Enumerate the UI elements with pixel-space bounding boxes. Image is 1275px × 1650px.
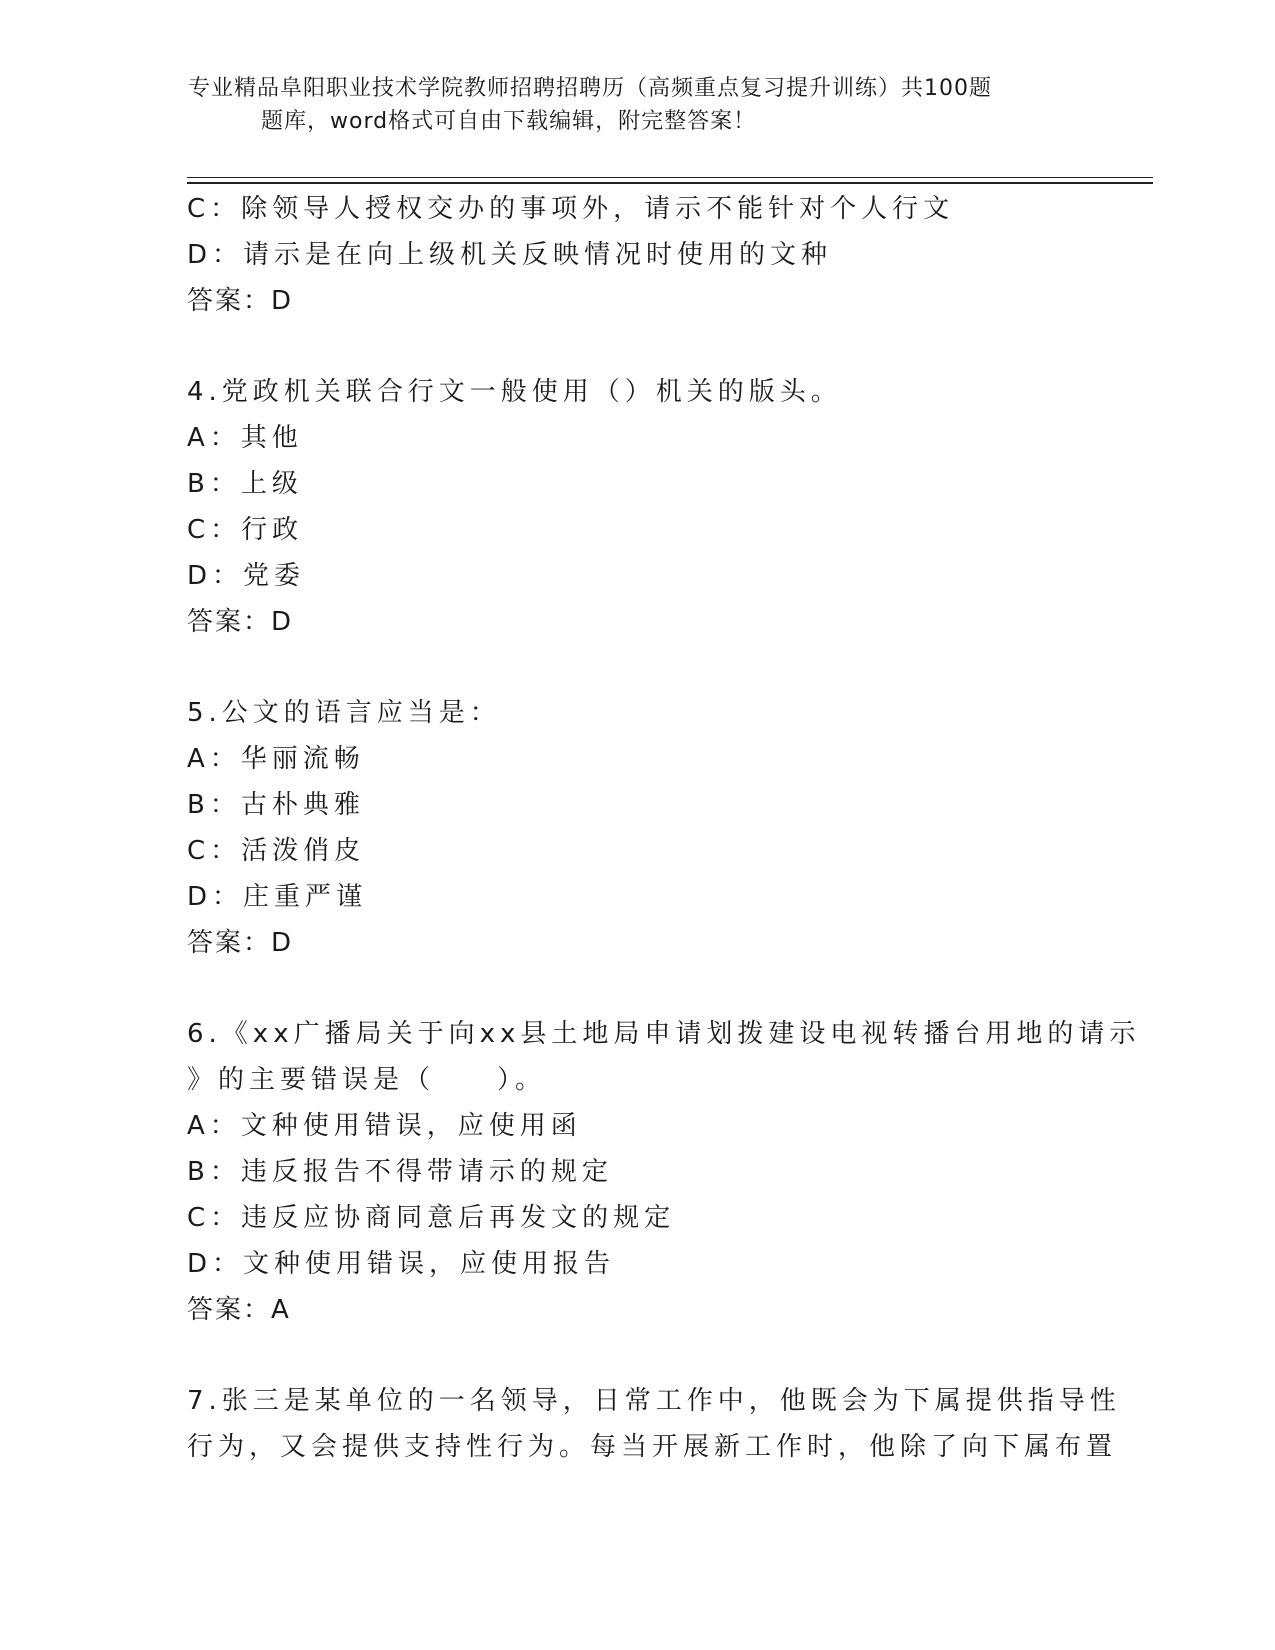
question-3-tail (187, 186, 1147, 324)
answer-label: 答案：A (187, 1295, 291, 1325)
answer-label: 答案：D (187, 928, 294, 958)
option-a: A：文种使用错误，应使用函 (187, 1111, 582, 1141)
spacer (187, 324, 1147, 369)
header-title-line1: 专业精品阜阳职业技术学院教师招聘招聘历（高频重点复习提升训练）共100题 (188, 76, 992, 101)
option-d: D：党委 (187, 561, 306, 591)
option-d: D：庄重严谨 (187, 882, 368, 912)
question-text-line1: 6.《xx广播局关于向xx县土地局申请划拨建设电视转播台用地的请示 (187, 1019, 1141, 1049)
option-a: A：其他 (187, 423, 303, 453)
option-a: A：华丽流畅 (187, 744, 365, 774)
option-c: C：违反应协商同意后再发文的规定 (187, 1203, 676, 1233)
option-b: B：违反报告不得带请示的规定 (187, 1157, 613, 1187)
question-5 (187, 690, 1147, 966)
spacer (187, 1333, 1147, 1378)
question-text-line1: 7.张三是某单位的一名领导，日常工作中，他既会为下属提供指导性 (187, 1386, 1121, 1416)
option-d: D：请示是在向上级机关反映情况时使用的文种 (187, 240, 833, 270)
question-6 (187, 1011, 1147, 1333)
question-4 (187, 369, 1147, 645)
question-text-line2: 行为，又会提供支持性行为。每当开展新工作时，他除了向下属布置 (187, 1432, 1118, 1462)
answer-label: 答案：D (187, 286, 294, 316)
question-text: 5.公文的语言应当是： (187, 698, 501, 728)
question-7 (187, 1378, 1147, 1470)
option-b: B：古朴典雅 (187, 790, 365, 820)
question-text-line2: 》的主要错误是（ ）。 (187, 1065, 547, 1095)
question-text: 4.党政机关联合行文一般使用（）机关的版头。 (187, 377, 842, 407)
header-rule-thick (187, 182, 1153, 184)
option-b: B：上级 (187, 469, 303, 499)
header-title-line2: 题库，word格式可自由下载编辑，附完整答案！ (261, 109, 757, 134)
option-c: C：活泼俏皮 (187, 836, 366, 866)
answer-label: 答案：D (187, 607, 294, 637)
option-c: C：行政 (187, 515, 304, 545)
document-header (150, 72, 1120, 138)
spacer (187, 966, 1147, 1011)
option-c: C：除领导人授权交办的事项外，请示不能针对个人行文 (187, 194, 955, 224)
spacer (187, 645, 1147, 690)
header-rule-thin (187, 177, 1153, 178)
option-d: D：文种使用错误，应使用报告 (187, 1249, 616, 1279)
question-list (187, 186, 1147, 1470)
